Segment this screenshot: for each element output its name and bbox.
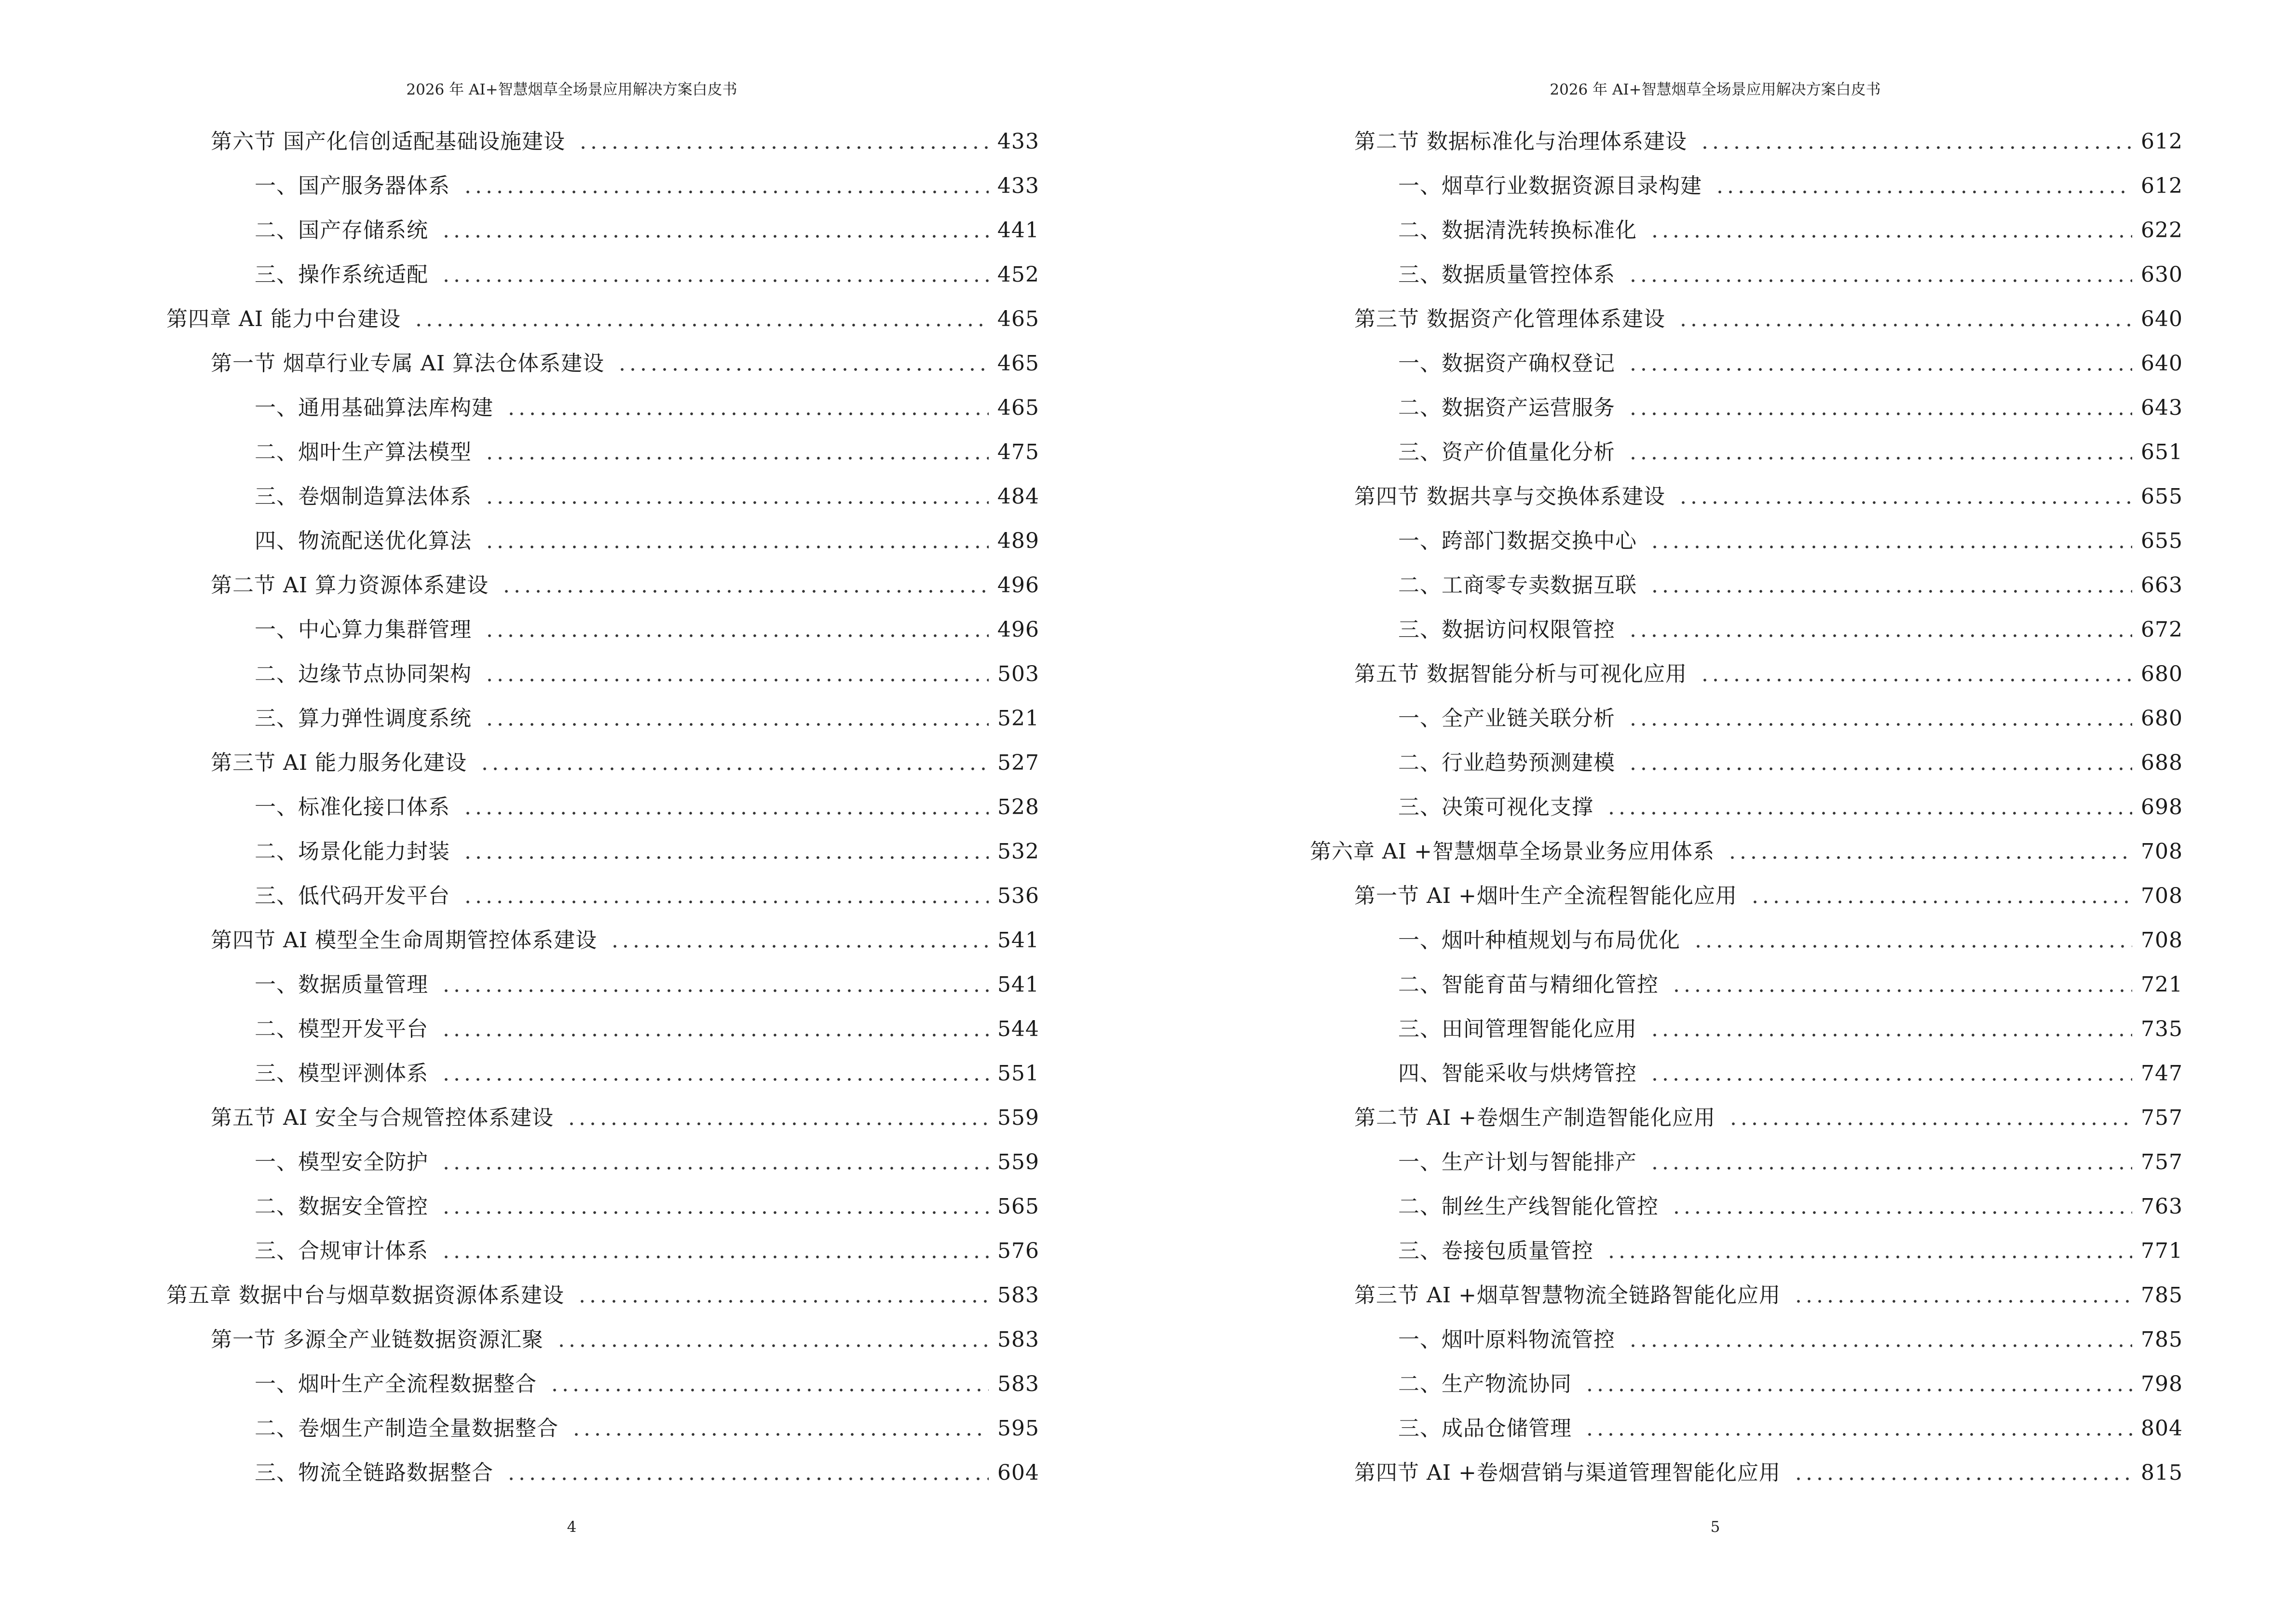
toc-entry-title: 第四节 AI 模型全生命周期管控体系建设 (211, 928, 598, 953)
toc-entry-title: 二、数据清洗转换标准化 (1398, 218, 1637, 243)
toc-entry-page-number: 757 (2141, 1105, 2183, 1130)
dot-leader (549, 1388, 989, 1392)
toc-entry-title: 三、低代码开发平台 (255, 884, 450, 908)
toc-entry-page-number: 815 (2141, 1460, 2183, 1485)
toc-entry-title: 二、卷烟生产制造全量数据整合 (255, 1416, 558, 1441)
toc-entry[interactable] (1354, 475, 2183, 519)
toc-entry[interactable] (255, 652, 1039, 696)
toc-entry[interactable] (1398, 1051, 2183, 1096)
dot-leader (1700, 678, 2132, 682)
toc-entry-title: 三、数据访问权限管控 (1398, 617, 1615, 642)
toc-entry[interactable] (255, 208, 1039, 253)
toc-entry-title: 第四节 AI +卷烟营销与渠道管理智能化应用 (1354, 1460, 1781, 1485)
toc-entry[interactable] (1398, 1185, 2183, 1229)
toc-entry[interactable] (1354, 297, 2183, 341)
dot-leader (556, 1344, 989, 1348)
toc-entry-title: 三、模型评测体系 (255, 1061, 428, 1086)
dot-leader (1728, 1122, 2132, 1126)
toc-entry-title: 一、国产服务器体系 (255, 174, 450, 198)
toc-entry-title: 一、标准化接口体系 (255, 795, 450, 819)
toc-entry[interactable] (1398, 1140, 2183, 1185)
toc-entry-title: 二、生产物流协同 (1398, 1372, 1572, 1396)
toc-entry-title: 三、成品仓储管理 (1398, 1416, 1572, 1441)
toc-entry-title: 二、模型开发平台 (255, 1017, 428, 1041)
page-number: 4 (567, 1518, 577, 1536)
dot-leader (463, 900, 989, 904)
toc-entry[interactable] (166, 297, 1039, 341)
toc-entry-title: 一、生产计划与智能排产 (1398, 1150, 1637, 1174)
toc-entry[interactable] (1354, 874, 2183, 918)
toc-entry-page-number: 583 (997, 1327, 1039, 1352)
dot-leader (479, 767, 989, 771)
dot-leader (441, 1078, 989, 1081)
toc-entry[interactable] (1354, 1273, 2183, 1318)
toc-entry[interactable] (1398, 741, 2183, 785)
toc-entry-page-number: 785 (2141, 1283, 2183, 1308)
dot-leader (1678, 501, 2132, 505)
toc-entry-page-number: 708 (2141, 928, 2183, 953)
toc-entry-page-number: 433 (997, 129, 1039, 154)
dot-leader (566, 1122, 989, 1126)
toc-entry[interactable] (211, 563, 1039, 608)
toc-entry-page-number: 576 (997, 1239, 1039, 1263)
toc-entry[interactable] (1398, 386, 2183, 430)
toc-entry[interactable] (1354, 652, 2183, 696)
toc-entry[interactable] (1398, 341, 2183, 386)
toc-entry-title: 四、物流配送优化算法 (255, 529, 472, 553)
toc-entry-page-number: 465 (997, 351, 1039, 376)
toc-entry-page-number: 465 (997, 396, 1039, 420)
dot-leader (501, 589, 989, 593)
dot-leader (1628, 412, 2132, 416)
toc-entry[interactable] (255, 963, 1039, 1007)
toc-entry-page-number: 496 (997, 573, 1039, 598)
toc-entry-title: 三、算力弹性调度系统 (255, 706, 472, 731)
toc-entry-title: 一、跨部门数据交换中心 (1398, 529, 1637, 553)
toc-entry[interactable] (255, 253, 1039, 297)
dot-leader (1649, 589, 2132, 593)
toc-entry-title: 二、智能育苗与精细化管控 (1398, 972, 1659, 997)
toc-entry[interactable] (1398, 1318, 2183, 1362)
toc-entry-page-number: 484 (997, 484, 1039, 509)
toc-entry-page-number: 612 (2141, 129, 2183, 154)
toc-entry-page-number: 721 (2141, 972, 2183, 997)
dot-leader (484, 634, 989, 638)
toc-entry-title: 二、烟叶生产算法模型 (255, 440, 472, 464)
dot-leader (1628, 723, 2132, 726)
dot-leader (463, 856, 989, 860)
toc-entry[interactable] (255, 1007, 1039, 1051)
toc-entry-page-number: 804 (2141, 1416, 2183, 1441)
toc-entry-title: 三、合规审计体系 (255, 1239, 428, 1263)
toc-entry-title: 第二节 AI 算力资源体系建设 (211, 573, 489, 598)
toc-entry[interactable] (211, 918, 1039, 963)
toc-entry[interactable] (255, 830, 1039, 874)
toc-entry[interactable] (255, 1140, 1039, 1185)
toc-entry-title: 第三节 AI +烟草智慧物流全链路智能化应用 (1354, 1283, 1781, 1308)
toc-entry[interactable] (211, 1096, 1039, 1140)
toc-entry-page-number: 708 (2141, 884, 2183, 908)
toc-entry-page-number: 465 (997, 307, 1039, 331)
dot-leader (1606, 811, 2132, 815)
toc-entry-page-number: 640 (2141, 351, 2183, 376)
toc-entry[interactable] (1398, 1007, 2183, 1051)
toc-entry-page-number: 452 (997, 262, 1039, 287)
toc-entry-page-number: 771 (2141, 1239, 2183, 1263)
toc-entry-page-number: 612 (2141, 174, 2183, 198)
running-header: 2026 年 AI+智慧烟草全场景应用解决方案白皮书 (406, 81, 737, 98)
toc-entry-title: 第五节 AI 安全与合规管控体系建设 (211, 1105, 554, 1130)
toc-entry-page-number: 559 (997, 1105, 1039, 1130)
toc-entry-page-number: 672 (2141, 617, 2183, 642)
toc-entry-title: 第四节 数据共享与交换体系建设 (1354, 484, 1665, 509)
dot-leader (484, 723, 989, 726)
dot-leader (1793, 1299, 2132, 1303)
toc-entry-page-number: 433 (997, 174, 1039, 198)
dot-leader (1606, 1255, 2132, 1259)
dot-leader (463, 811, 989, 815)
toc-entry-title: 三、物流全链路数据整合 (255, 1460, 493, 1485)
toc-entry-page-number: 541 (997, 972, 1039, 997)
toc-entry[interactable] (255, 164, 1039, 208)
dot-leader (578, 146, 989, 150)
toc-entry-page-number: 698 (2141, 795, 2183, 819)
toc-entry-title: 三、卷接包质量管控 (1398, 1239, 1593, 1263)
dot-leader (1693, 944, 2132, 948)
dot-leader (1628, 456, 2132, 460)
dot-leader (1649, 1078, 2132, 1081)
toc-entry-page-number: 489 (997, 529, 1039, 553)
toc-entry[interactable] (255, 874, 1039, 918)
toc-entry[interactable] (255, 608, 1039, 652)
toc-entry-page-number: 527 (997, 751, 1039, 775)
dot-leader (1649, 545, 2132, 549)
toc-entry[interactable] (1354, 1451, 2183, 1495)
toc-entry[interactable] (255, 696, 1039, 741)
toc-entry-title: 一、数据资产确权登记 (1398, 351, 1615, 376)
toc-entry-page-number: 475 (997, 440, 1039, 464)
toc-entry[interactable] (1398, 1362, 2183, 1406)
dot-leader (1628, 634, 2132, 638)
dot-leader (506, 412, 989, 416)
dot-leader (1649, 234, 2132, 238)
toc-entry-page-number: 663 (2141, 573, 2183, 598)
toc-entry-title: 一、全产业链关联分析 (1398, 706, 1615, 731)
toc-entry-title: 三、田间管理智能化应用 (1398, 1017, 1637, 1041)
toc-entry-page-number: 630 (2141, 262, 2183, 287)
toc-entry-page-number: 544 (997, 1017, 1039, 1041)
toc-entry-page-number: 640 (2141, 307, 2183, 331)
toc-entry-title: 第五节 数据智能分析与可视化应用 (1354, 662, 1687, 686)
toc-entry-title: 第一节 AI +烟叶生产全流程智能化应用 (1354, 884, 1737, 908)
toc-entry[interactable] (1398, 519, 2183, 563)
toc-entry-page-number: 763 (2141, 1194, 2183, 1219)
toc-entry-title: 三、资产价值量化分析 (1398, 440, 1615, 464)
dot-leader (577, 1299, 989, 1303)
dot-leader (1715, 190, 2132, 194)
toc-entry-page-number: 757 (2141, 1150, 2183, 1174)
toc-entry-title: 一、烟叶生产全流程数据整合 (255, 1372, 537, 1396)
toc-entry-title: 第六节 国产化信创适配基础设施建设 (211, 129, 565, 154)
toc-entry-title: 第五章 数据中台与烟草数据资源体系建设 (166, 1283, 564, 1308)
toc-entry-page-number: 735 (2141, 1017, 2183, 1041)
toc-entry[interactable] (1354, 120, 2183, 164)
toc-entry-title: 第一节 烟草行业专属 AI 算法仓体系建设 (211, 351, 605, 376)
toc-entry-page-number: 551 (997, 1061, 1039, 1086)
toc-entry-title: 二、数据安全管控 (255, 1194, 428, 1219)
dot-leader (441, 1255, 989, 1259)
dot-leader (1727, 856, 2132, 860)
toc-entry[interactable] (1398, 608, 2183, 652)
toc-entry-page-number: 583 (997, 1283, 1039, 1308)
dot-leader (1700, 146, 2132, 150)
dot-leader (441, 1033, 989, 1037)
dot-leader (484, 501, 989, 505)
toc-entry-title: 二、工商零专卖数据互联 (1398, 573, 1637, 598)
toc-entry-title: 第一节 多源全产业链数据资源汇聚 (211, 1327, 544, 1352)
toc-entry-page-number: 680 (2141, 662, 2183, 686)
running-header: 2026 年 AI+智慧烟草全场景应用解决方案白皮书 (1550, 81, 1881, 98)
toc-entry-page-number: 583 (997, 1372, 1039, 1396)
toc-entry-page-number: 604 (997, 1460, 1039, 1485)
dot-leader (1628, 368, 2132, 371)
dot-leader (617, 368, 989, 371)
dot-leader (1628, 767, 2132, 771)
toc-page-right (1144, 0, 2287, 1624)
dot-leader (441, 989, 989, 993)
toc-entry-page-number: 559 (997, 1150, 1039, 1174)
toc-entry-title: 一、通用基础算法库构建 (255, 396, 493, 420)
toc-entry[interactable] (1354, 1096, 2183, 1140)
dot-leader (463, 190, 989, 194)
toc-entry-page-number: 651 (2141, 440, 2183, 464)
toc-entry-title: 二、行业趋势预测建模 (1398, 751, 1615, 775)
toc-entry-title: 第二节 数据标准化与治理体系建设 (1354, 129, 1687, 154)
dot-leader (1584, 1433, 2132, 1436)
toc-entry-title: 第三节 AI 能力服务化建设 (211, 751, 467, 775)
toc-entry-title: 一、中心算力集群管理 (255, 617, 472, 642)
toc-entry[interactable] (1398, 253, 2183, 297)
dot-leader (484, 545, 989, 549)
page-number: 5 (1710, 1518, 1720, 1536)
toc-entry-page-number: 655 (2141, 529, 2183, 553)
toc-entry-page-number: 747 (2141, 1061, 2183, 1086)
toc-entry-title: 一、烟草行业数据资源目录构建 (1398, 174, 1702, 198)
toc-entry-title: 二、场景化能力封装 (255, 839, 450, 864)
dot-leader (441, 234, 989, 238)
toc-entry[interactable] (1398, 563, 2183, 608)
toc-entry[interactable] (255, 1051, 1039, 1096)
dot-leader (441, 1211, 989, 1215)
toc-entry-page-number: 595 (997, 1416, 1039, 1441)
toc-entry-page-number: 643 (2141, 396, 2183, 420)
toc-entry-title: 一、烟叶原料物流管控 (1398, 1327, 1615, 1352)
toc-entry[interactable] (255, 430, 1039, 475)
dot-leader (506, 1477, 989, 1481)
toc-entry-title: 三、操作系统适配 (255, 262, 428, 287)
toc-entry-page-number: 708 (2141, 839, 2183, 864)
toc-entry[interactable] (255, 1185, 1039, 1229)
toc-entry[interactable] (255, 386, 1039, 430)
toc-entry[interactable] (255, 1406, 1039, 1451)
dot-leader (1671, 1211, 2132, 1215)
toc-entry[interactable] (1398, 785, 2183, 830)
dot-leader (441, 279, 989, 283)
toc-entry[interactable] (211, 341, 1039, 386)
toc-entry[interactable] (166, 1273, 1039, 1318)
toc-entry-title: 三、决策可视化支撑 (1398, 795, 1593, 819)
toc-entry-page-number: 532 (997, 839, 1039, 864)
dot-leader (484, 456, 989, 460)
toc-entry[interactable] (255, 785, 1039, 830)
dot-leader (441, 1166, 989, 1170)
dot-leader (1671, 989, 2132, 993)
dot-leader (610, 944, 989, 948)
toc-entry[interactable] (1398, 1406, 2183, 1451)
toc-entry-page-number: 521 (997, 706, 1039, 731)
dot-leader (1793, 1477, 2132, 1481)
toc-entry-title: 第三节 数据资产化管理体系建设 (1354, 307, 1665, 331)
toc-entry-page-number: 622 (2141, 218, 2183, 243)
toc-entry-title: 一、模型安全防护 (255, 1150, 428, 1174)
toc-entry-page-number: 503 (997, 662, 1039, 686)
toc-entry-title: 三、卷烟制造算法体系 (255, 484, 472, 509)
toc-entry-title: 第二节 AI +卷烟生产制造智能化应用 (1354, 1105, 1715, 1130)
toc-entry-title: 一、数据质量管理 (255, 972, 428, 997)
toc-entry-page-number: 541 (997, 928, 1039, 953)
toc-entry-page-number: 441 (997, 218, 1039, 243)
dot-leader (1584, 1388, 2132, 1392)
toc-entry[interactable] (255, 1229, 1039, 1273)
toc-entry-page-number: 565 (997, 1194, 1039, 1219)
toc-entry-page-number: 798 (2141, 1372, 2183, 1396)
toc-entry[interactable] (1398, 164, 2183, 208)
toc-entry-title: 二、制丝生产线智能化管控 (1398, 1194, 1659, 1219)
dot-leader (484, 678, 989, 682)
toc-entry-page-number: 655 (2141, 484, 2183, 509)
toc-entry-title: 三、数据质量管控体系 (1398, 262, 1615, 287)
dot-leader (1628, 279, 2132, 283)
toc-entry-title: 一、烟叶种植规划与布局优化 (1398, 928, 1680, 953)
toc-entry[interactable] (255, 1451, 1039, 1495)
toc-entry-page-number: 528 (997, 795, 1039, 819)
toc-entry[interactable] (1310, 830, 2183, 874)
dot-leader (1750, 900, 2132, 904)
toc-entry-title: 第四章 AI 能力中台建设 (166, 307, 401, 331)
dot-leader (1678, 323, 2132, 327)
toc-entry-title: 第六章 AI +智慧烟草全场景业务应用体系 (1310, 839, 1715, 864)
toc-entry[interactable] (1398, 696, 2183, 741)
dot-leader (413, 323, 989, 327)
toc-entry[interactable] (1398, 208, 2183, 253)
toc-entry[interactable] (1398, 1229, 2183, 1273)
toc-entry-title: 二、边缘节点协同架构 (255, 662, 472, 686)
toc-entry[interactable] (1398, 918, 2183, 963)
toc-entry-page-number: 680 (2141, 706, 2183, 731)
toc-entry[interactable] (1398, 430, 2183, 475)
toc-entry[interactable] (255, 1362, 1039, 1406)
toc-entry[interactable] (1398, 963, 2183, 1007)
dot-leader (1649, 1033, 2132, 1037)
toc-entry-page-number: 688 (2141, 751, 2183, 775)
toc-entry[interactable] (255, 475, 1039, 519)
toc-entry-page-number: 536 (997, 884, 1039, 908)
toc-entry[interactable] (211, 741, 1039, 785)
toc-entry-title: 二、国产存储系统 (255, 218, 428, 243)
toc-entry-page-number: 496 (997, 617, 1039, 642)
toc-entry-title: 二、数据资产运营服务 (1398, 396, 1615, 420)
toc-entry[interactable] (211, 120, 1039, 164)
toc-entry-title: 四、智能采收与烘烤管控 (1398, 1061, 1637, 1086)
dot-leader (571, 1433, 989, 1436)
toc-entry[interactable] (211, 1318, 1039, 1362)
toc-entry-page-number: 785 (2141, 1327, 2183, 1352)
dot-leader (1649, 1166, 2132, 1170)
dot-leader (1628, 1344, 2132, 1348)
toc-entry[interactable] (255, 519, 1039, 563)
